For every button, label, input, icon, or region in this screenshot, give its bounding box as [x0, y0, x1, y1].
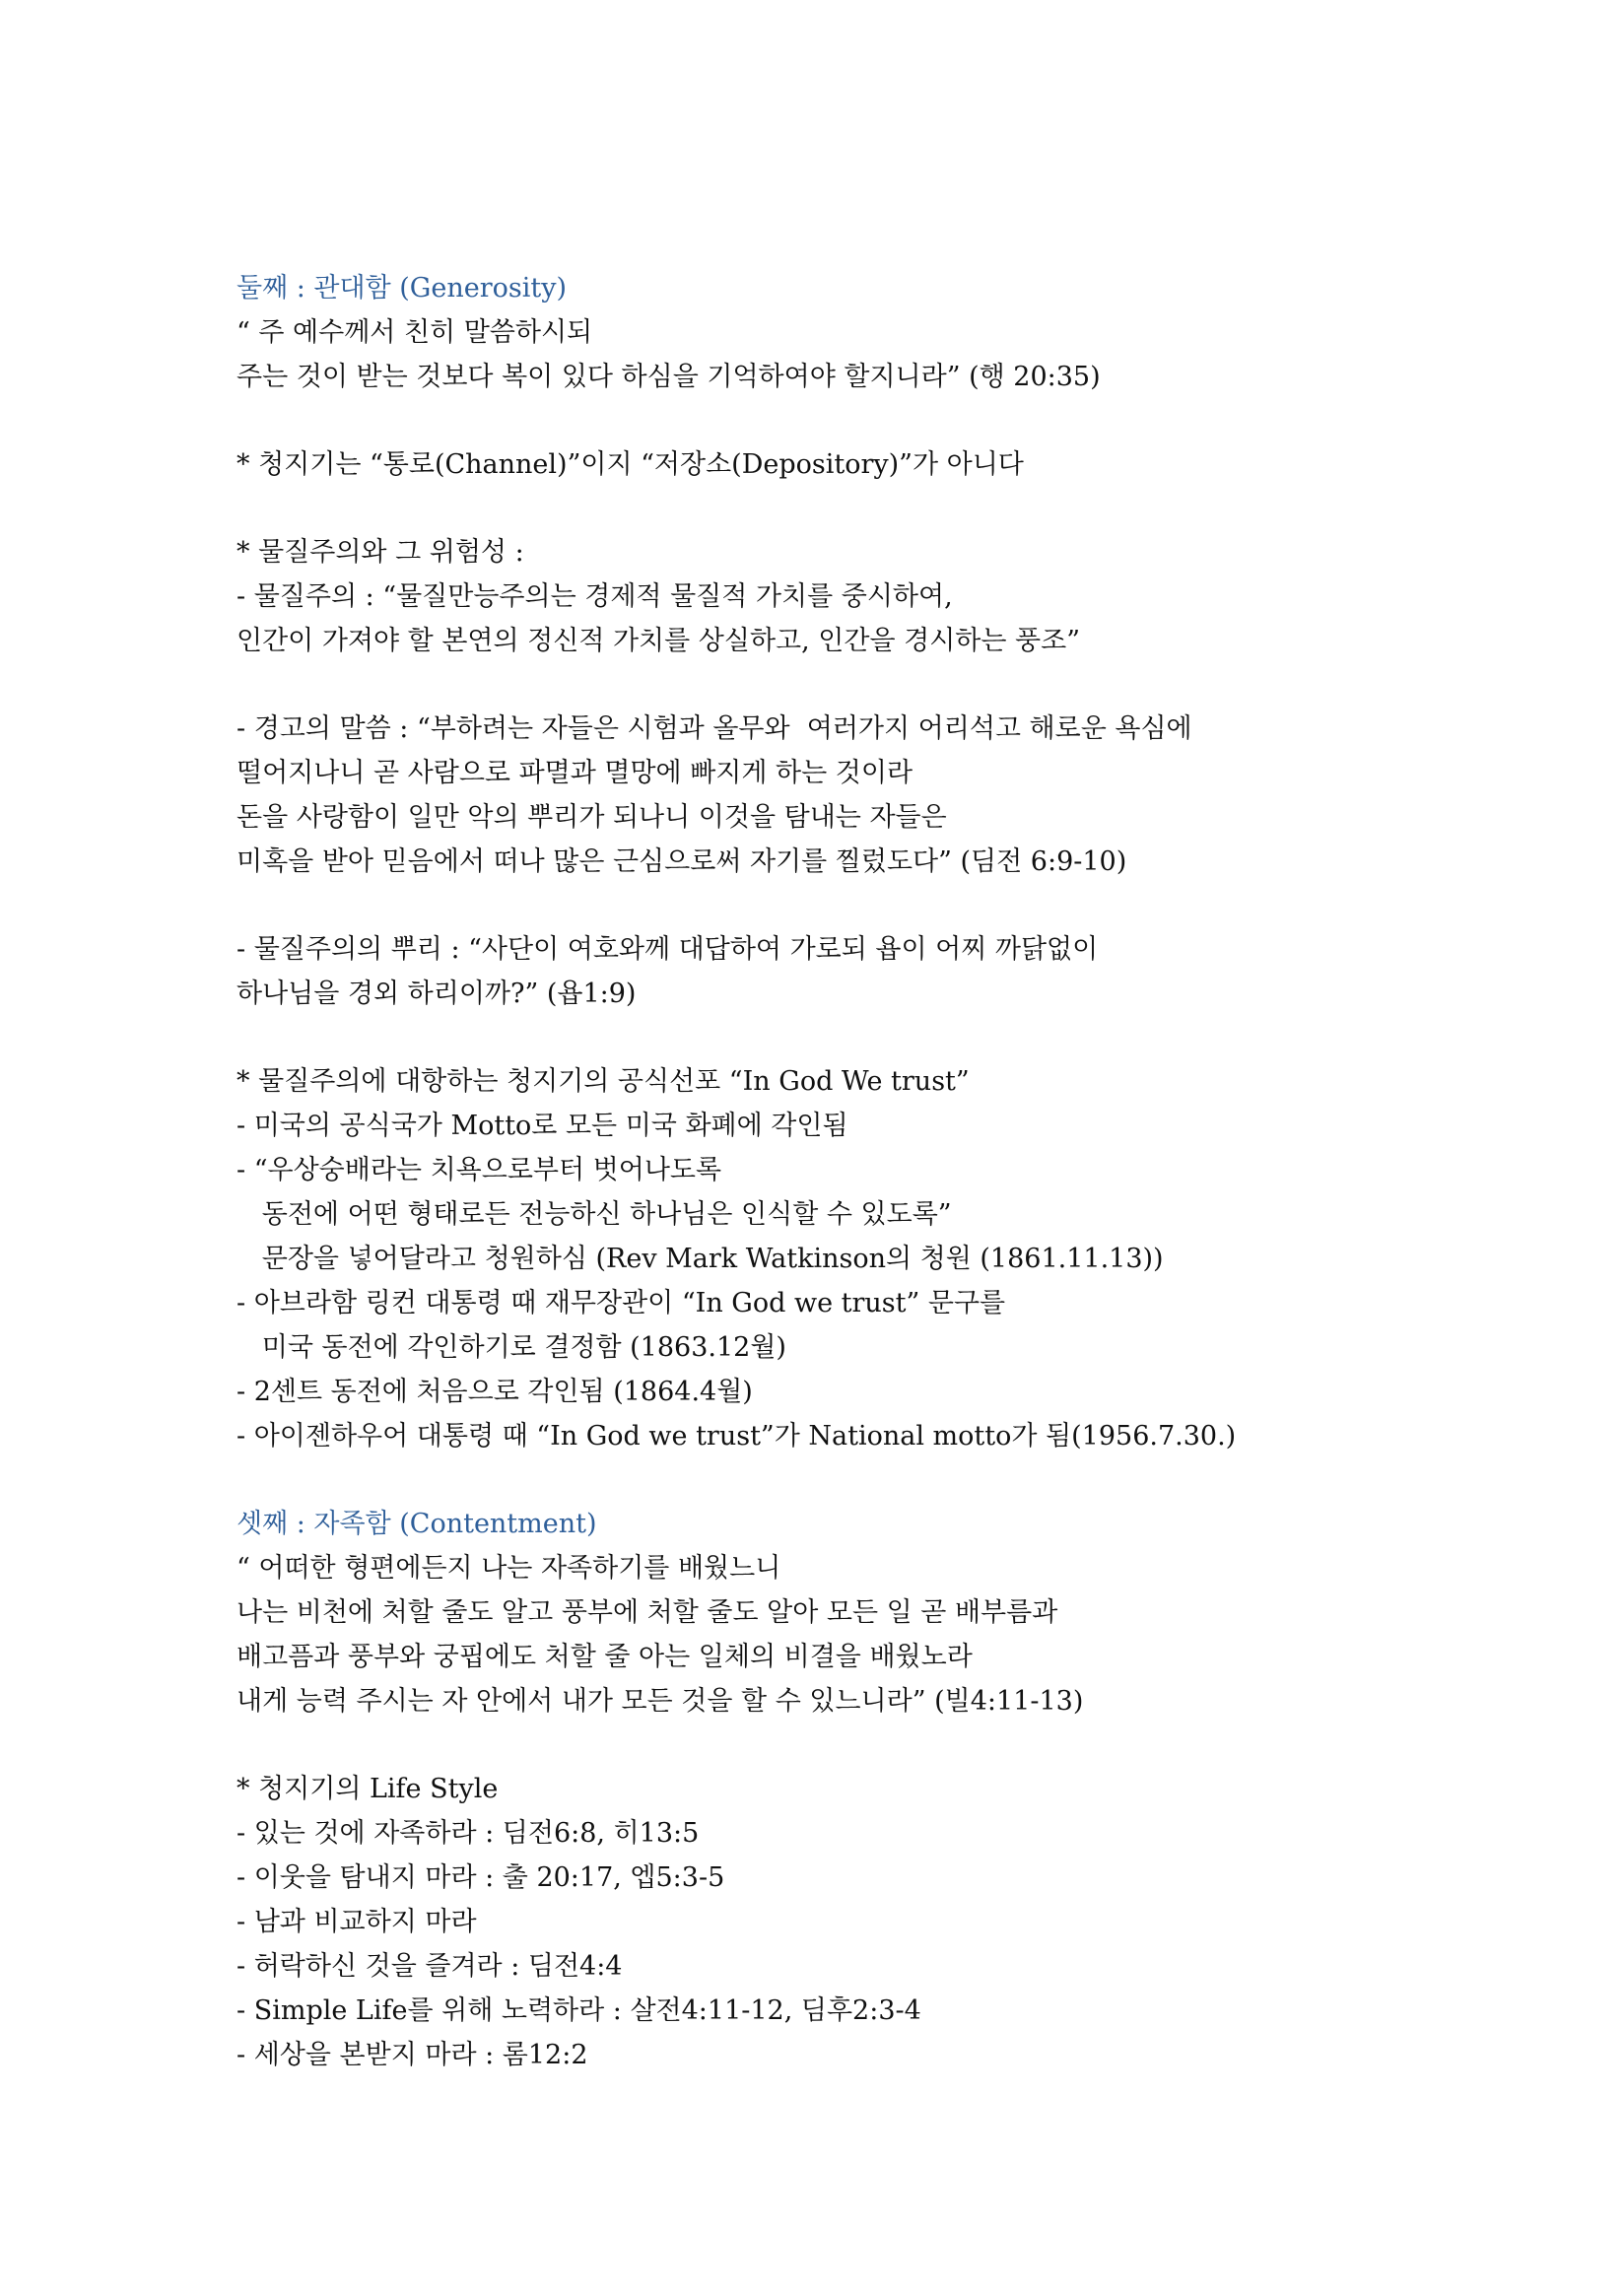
text-line: 내게 능력 주시는 자 안에서 내가 모든 것을 할 수 있느니라” (빌4:11-13) [237, 1686, 1084, 1717]
text-line: - 물질주의의 뿌리 : “사단이 여호와께 대답하여 가로되 욥이 어찌 까닭없이 [237, 934, 1099, 965]
text-line: 배고픔과 풍부와 궁핍에도 처할 줄 아는 일체의 비결을 배웠노라 [237, 1642, 973, 1672]
text-line: - 있는 것에 자족하라 : 딤전6:8, 히13:5 [237, 1818, 700, 1849]
text-line: 하나님을 경외 하리이까?” (욥1:9) [237, 979, 637, 1009]
text-line: 주는 것이 받는 것보다 복이 있다 하심을 기억하여야 할지니라” (행 20:35) [237, 362, 1101, 392]
text-line: 나는 비천에 처할 줄도 알고 풍부에 처할 줄도 알아 모든 일 곧 배부름과 [237, 1597, 1058, 1628]
text-line: 미혹을 받아 믿음에서 떠나 많은 근심으로써 자기를 찔렀도다” (딤전 6:9-10) [237, 846, 1127, 877]
text-line: * 물질주의와 그 위험성 : [237, 537, 524, 568]
section-heading-contentment: 셋째 : 자족함 (Contentment) [237, 1509, 597, 1539]
text-line: 인간이 가져야 할 본연의 정신적 가치를 상실하고, 인간을 경시하는 풍조” [237, 626, 1081, 656]
text-line: - 미국의 공식국가 Motto로 모든 미국 화폐에 각인됨 [237, 1111, 848, 1141]
text-line: - 2센트 동전에 처음으로 각인됨 (1864.4월) [237, 1377, 753, 1407]
text-line: * 물질주의에 대항하는 청지기의 공식선포 “In God We trust” [237, 1066, 970, 1097]
text-line: - 세상을 본받지 마라 : 롬12:2 [237, 2040, 588, 2070]
text-line: “ 어떠한 형편에든지 나는 자족하기를 배웠느니 [237, 1553, 781, 1584]
paragraph-gap [237, 884, 1557, 927]
text-line: 돈을 사랑함이 일만 악의 뿌리가 되나니 이것을 탐내는 자들은 [237, 802, 947, 833]
text-line: * 청지기의 Life Style [237, 1774, 499, 1804]
text-line: * 청지기는 “통로(Channel)”이지 “저장소(Depository)”가 아니다 [237, 449, 1024, 480]
text-line: 미국 동전에 각인하기로 결정함 (1863.12월) [237, 1332, 786, 1363]
paragraph-gap [237, 1723, 1557, 1767]
paragraph-gap [237, 487, 1557, 530]
document-page [237, 266, 1557, 2077]
paragraph-gap [237, 663, 1557, 707]
text-line: - 경고의 말씀 : “부하려는 자들은 시험과 올무와 여러가지 어리석고 해로운 욕심에 [237, 713, 1192, 744]
paragraph-gap [237, 1458, 1557, 1502]
text-line: 동전에 어떤 형태로든 전능하신 하나님은 인식할 수 있도록” [237, 1199, 952, 1230]
text-line: “ 주 예수께서 친히 말씀하시되 [237, 317, 593, 348]
text-line: - 이웃을 탐내지 마라 : 출 20:17, 엡5:3-5 [237, 1862, 725, 1893]
paragraph-gap [237, 399, 1557, 442]
text-line: - Simple Life를 위해 노력하라 : 살전4:11-12, 딤후2:3-4 [237, 1995, 921, 2026]
section-heading-generosity: 둘째 : 관대함 (Generosity) [237, 273, 567, 304]
text-line: - 남과 비교하지 마라 [237, 1907, 477, 1937]
text-line: - 아이젠하우어 대통령 때 “In God we trust”가 National motto가 됨(1956.7.30.) [237, 1421, 1237, 1452]
text-line: - 아브라함 링컨 대통령 때 재무장관이 “In God we trust” 문구를 [237, 1288, 1006, 1318]
text-line: - “우상숭배라는 치욕으로부터 벗어나도록 [237, 1155, 722, 1185]
text-line: - 물질주의 : “물질만능주의는 경제적 물질적 가치를 중시하여, [237, 581, 953, 612]
text-line: 떨어지나니 곧 사람으로 파멸과 멸망에 빠지게 하는 것이라 [237, 758, 914, 788]
paragraph-gap [237, 1016, 1557, 1059]
text-line: 문장을 넣어달라고 청원하심 (Rev Mark Watkinson의 청원 (1861.11.13)) [237, 1244, 1164, 1274]
text-line: - 허락하신 것을 즐겨라 : 딤전4:4 [237, 1951, 623, 1982]
